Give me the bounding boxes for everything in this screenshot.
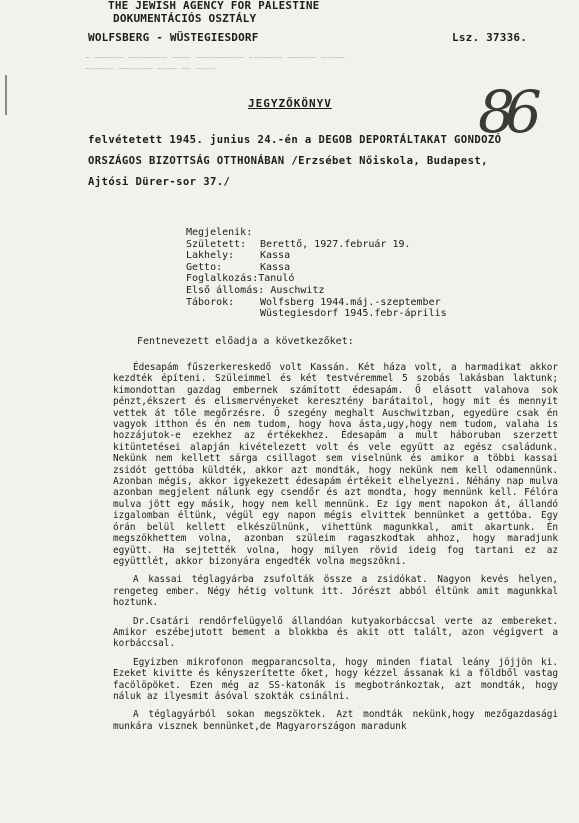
personal-info [186,227,447,320]
occupation-value: Tanuló [258,273,295,285]
paragraph: Dr.Csatári rendőrfelügyelő állandóan kutyakorbáccsal verte az embereket. Amikor eszébejutott bement a blokkba és akit ott talált, azon végigvert a korbáccsal. [113,615,558,650]
faint-stamp-line: ~ ~~~~~~ ~~~~~~~~ ~~~~ ~~~~~~~~~~ ~~~~~~~ ~~~~~~ ~~~~~ [85,53,346,62]
residence-label: Lakhely: [186,250,235,262]
intro-block [88,130,501,193]
paragraph: A téglagyárból sokan megszöktek. Azt mondták nekünk,hogy mezőgazdasági munkára visznek bennünket,de Magyarországon maradunk [113,709,558,732]
margin-mark [5,75,7,115]
ghetto-label: Getto: [186,261,223,273]
first-station-label: Első állomás: [186,284,265,296]
intro-line-3: Ajtósi Dürer-sor 37./ [88,176,231,188]
occupation-label: Foglalkozás: [186,273,259,285]
camps-value-1: Wolfsberg 1944.máj.-szeptember [260,296,441,308]
reference-number: Lsz. 37336. [452,31,528,44]
testimony-body [113,362,558,739]
department-name: DOKUMENTÁCIÓS OSZTÁLY [113,12,257,25]
born-label: Született: [186,238,247,250]
lead-line: Fentnevezett előadja a következőket: [137,336,354,347]
intro-line-2: ORSZÁGOS BIZOTTSÁG OTTHONÁBAN /Erzsébet Nőiskola, Budapest, [88,155,488,167]
paragraph: Édesapám fűszerkereskedő volt Kassán. Két háza volt, a harmadikat akkor kezdték építeni. Szüleimmel és két testvéremmel 5 szobás lakásban laktunk; kimondottan gazdag embernek számított édesapám. Ő elásott valahova sok pénzt,ékszert és elismervényeket keresztény barátaitol, hogy mit és mennyit vettek át tőle megőrzésre. Ő szegény meghalt Auschwitzban, egyedüre csak én vagyok itthon és én nem tudom, hogy hova ásta,ugy,hogy nem tudom, valaha is hozzájutok-e ezekhez az értékekhez. Édesapám a mult háboruban szerzett kitüntetései alapján kivételezett volt és vele együtt az egész családunk. Nekünk nem kellett sárga csillagot sem viselnünk és amikor a többi kassai zsidót gettóba küldték, akkor azt mondták, hogy nekünk nem kell odamennünk. Azonban mégis, akkor igyekezett édesapám értékeit elhelyezni. Néhány nap mulva azonban megjelent nálunk egy csendőr és azt mondta, hogy mennünk kell. Félóra mulva jött egy másik, hogy nem kell mennünk. Ez igy ment napokon át, állandó izgalomban éltünk, végül egy napon mégis elvittek bennünket a gettóba. Egy órán belül kellett elkészülnünk, vihettünk magunkkal, amit akartunk. Én megszökhettem volna, azonban szüleim ragaszkodtak ahhoz, hogy maradjunk együtt. Ha sejtették volna, hogy milyen rövid ideig fog tartani ez az együttlét, akkor bizonyára engedték volna megszökni. [113,362,558,567]
paragraph: Egyizben mikrofonon megparancsolta, hogy minden fiatal leány jöjjön ki. Ezeket kivitte és kényszerítette őket, hogy kézzel ássanak ki a földből vastag facölöpöket. Ezen még az SS-katonák is megbotránkoztak, azt mondták, hogy náluk az ilyesmit ásóval szokták csinálni. [113,656,558,702]
intro-line-1: felvétetett 1945. junius 24.-én a DEGOB DEPORTÁLTAKAT GONDOZÓ [88,134,502,146]
camps-label: Táborok: [186,296,235,308]
ghetto-value: Kassa [260,261,291,273]
agency-name: THE JEWISH AGENCY FOR PALESTINE [108,0,320,12]
present-label: Megjelenik: [186,227,253,238]
paragraph: A kassai téglagyárba zsufolták össze a zsidókat. Nagyon kevés helyen, rengeteg ember. Négy hétig voltunk itt. Jórészt abból éltünk amit magunkkal hoztunk. [113,574,558,609]
camps-value-2: Wüstegiesdorf 1945.febr-április [260,308,447,320]
handwritten-number: 86 [478,78,532,146]
document-title: JEGYZŐKÖNYV [248,97,332,110]
faint-stamp-line: ~~~~~~ ~~~~~~~ ~~~~ ~~ ~~~~ [85,64,216,73]
born-value: Berettő, 1927.február 19. [260,238,411,250]
first-station-value: Auschwitz [270,284,325,296]
residence-value: Kassa [260,250,291,262]
location-line: WOLFSBERG - WÜSTEGIESDORF [88,31,259,44]
